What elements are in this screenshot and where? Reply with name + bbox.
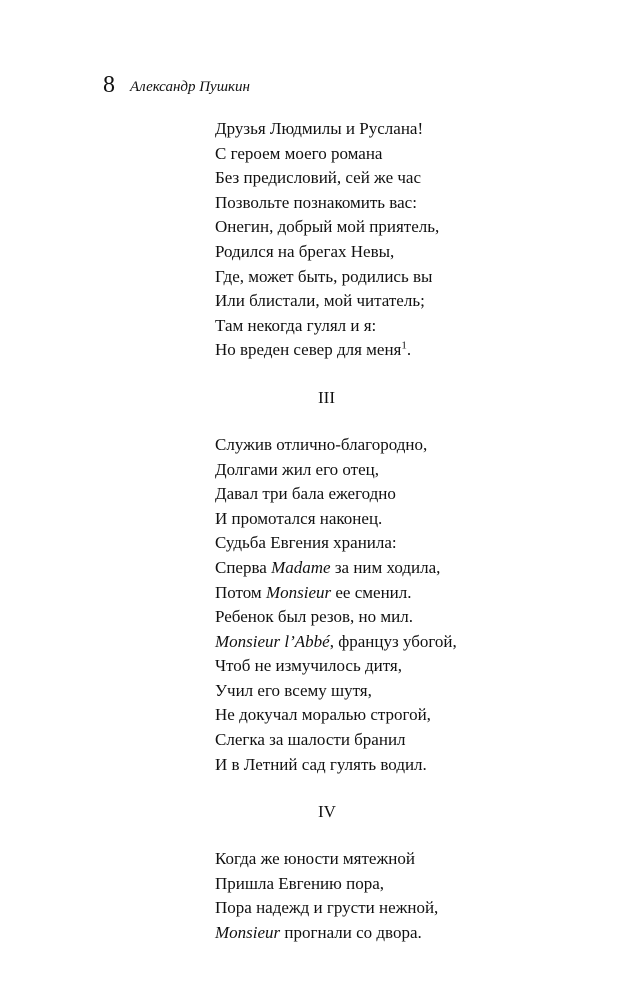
- verse-line: Или блистали, мой читатель;: [215, 291, 425, 311]
- verse-italic: Madame: [271, 557, 331, 577]
- verse-text: , француз убогой,: [329, 631, 457, 651]
- poem-body: [215, 117, 595, 946]
- verse-line: Родился на брегах Невы,: [215, 241, 395, 261]
- verse-line: Там некогда гулял и я:: [215, 315, 377, 335]
- verse-line: Чтоб не измучилось дитя,: [215, 656, 402, 676]
- verse-line: С героем моего романа: [215, 143, 383, 163]
- verse-line: И промотался наконец.: [215, 508, 383, 528]
- verse-italic: Monsieur: [215, 923, 281, 943]
- verse-line: Без предисловий, сей же час: [215, 168, 422, 188]
- stanza-4: [215, 847, 595, 945]
- stanza-number-3: III: [318, 387, 335, 407]
- verse-line: Ребенок был резов, но мил.: [215, 607, 413, 627]
- verse-line: [215, 556, 595, 581]
- verse-line: И в Летний сад гулять водил.: [215, 754, 427, 774]
- verse-line: Слегка за шалости бранил: [215, 730, 406, 750]
- footnote-marker: 1: [401, 339, 407, 352]
- verse-line: Когда же юности мятежной: [215, 849, 415, 869]
- verse-line: Служив отлично-благородно,: [215, 434, 428, 454]
- page-number: 8: [103, 72, 115, 98]
- verse-line: Друзья Людмилы и Руслана!: [215, 119, 424, 138]
- verse-text: Но вреден север для меня: [215, 340, 402, 360]
- verse-line: Долгами жил его отец,: [215, 459, 379, 479]
- verse-line: Пришла Евгению пора,: [215, 873, 384, 893]
- verse-end-punct: .: [406, 340, 412, 360]
- verse-line: [215, 581, 595, 606]
- verse-line: Не докучал моралью строгой,: [215, 705, 431, 725]
- verse-text: прогнали со двора.: [280, 923, 422, 943]
- stanza-number-4: IV: [318, 802, 336, 822]
- verse-text: Потом: [215, 582, 266, 602]
- verse-line: Судьба Евгения хранила:: [215, 533, 397, 553]
- verse-line: Пора надежд и грусти нежной,: [215, 898, 439, 918]
- verse-italic: Monsieur: [265, 582, 332, 602]
- verse-text: за ним ходила,: [330, 557, 441, 577]
- verse-text: ее сменил.: [331, 582, 412, 602]
- verse-line: [215, 921, 595, 946]
- verse-line: Позвольте познакомить вас:: [215, 192, 417, 212]
- verse-line: Учил его всему шутя,: [215, 680, 372, 700]
- verse-line: [215, 630, 595, 655]
- verse-line: Давал три бала ежегодно: [215, 484, 396, 504]
- running-head-author: Александр Пушкин: [130, 79, 250, 95]
- stanza-2-tail: [215, 117, 595, 363]
- verse-line-with-footnote: [215, 338, 595, 363]
- verse-italic: Monsieur l’Abbé: [215, 631, 330, 651]
- verse-line: Онегин, добрый мой приятель,: [215, 217, 440, 237]
- verse-text: Сперва: [215, 557, 272, 577]
- stanza-3: [215, 433, 595, 777]
- verse-line: Где, может быть, родились вы: [215, 266, 433, 286]
